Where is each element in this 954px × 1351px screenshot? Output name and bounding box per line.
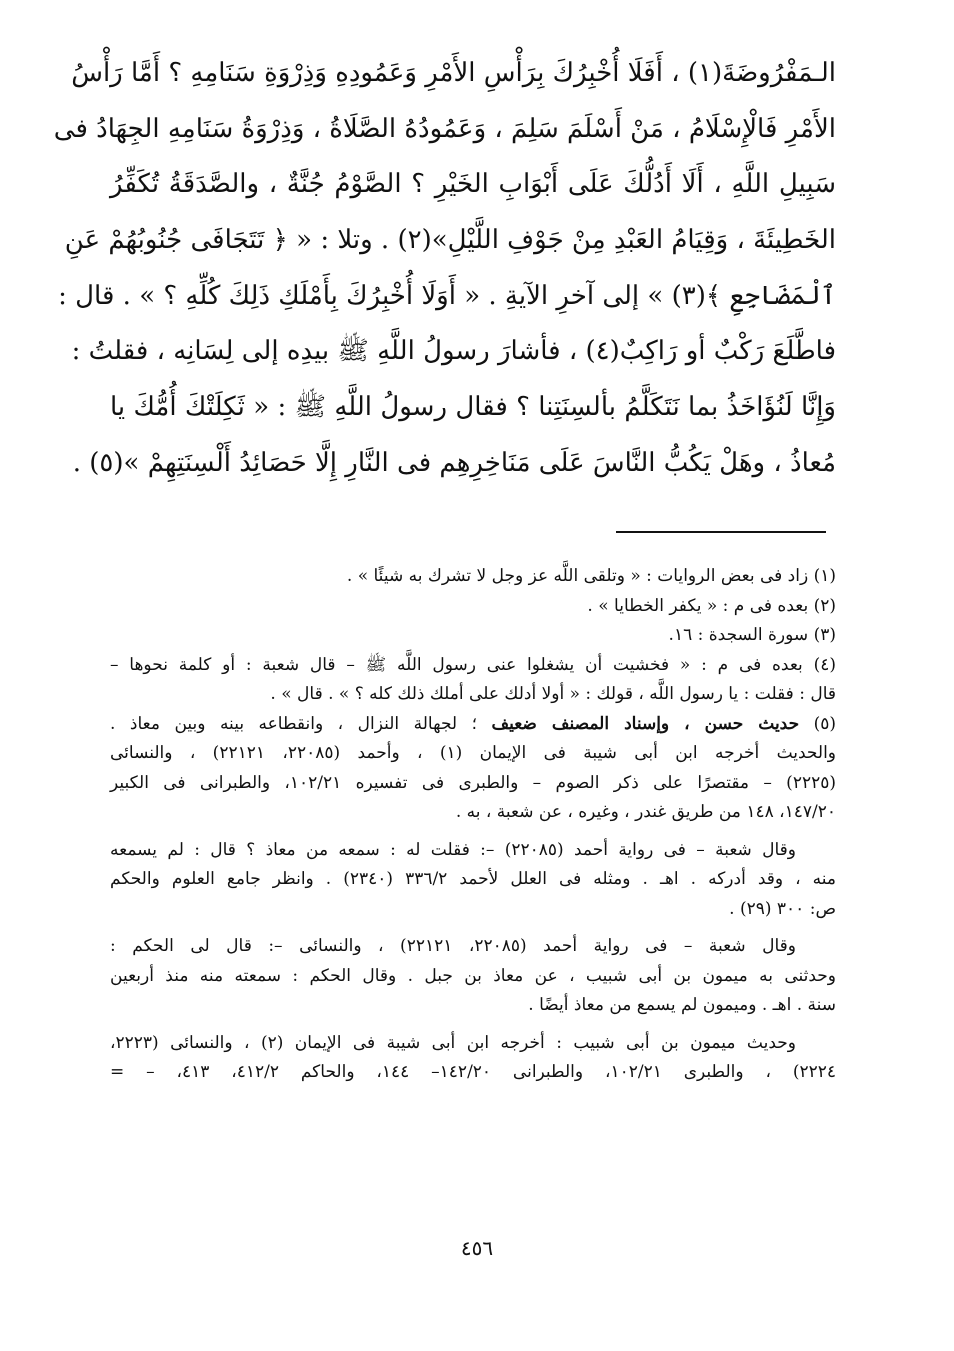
- footnote-5-para2-line-3: ص: ٣٠٠ (٢٩) .: [729, 898, 836, 919]
- main-text: [53, 46, 836, 492]
- footnote-5-para3-line-3: سنة . اهـ . وميمون لم يسمع من معاذ أيضًا .: [528, 995, 836, 1015]
- footnote-4-line-2: قال : فقلت : يا رسول اللَّه ، قولك : « أولا أدلك على أملك ذلك كله ؟ » . قال » .: [270, 684, 836, 704]
- footnote-5-line-3: (٢٢٢٥) – مقتصرًا على ذكر الصوم – والطبرى فى تفسيره ١٠٢/٢١، والطبرانى فى الكبير: [110, 772, 836, 793]
- footnote-5-para2-line-1: وقال شعبة – فى رواية أحمد (٢٢٠٨٥) –: فقلت له : سمعه من معاذ ؟ قال : لم يسمعه: [110, 839, 796, 860]
- footnote-1: (١) زاد فى بعض الروايات : « وتلقى اللَّه عز وجل لا تشرك به شيئًا » .: [346, 566, 836, 586]
- footnote-divider: [616, 531, 826, 533]
- main-text-line-4: الخَطِيئَةَ ، وَقِيَامُ العَبْدِ مِنْ جَوْفِ اللَّيْلِ»(٢) . وتلا : « ﴿ تَتَجَافَى جُنُوبُهُمْ عَنِ: [64, 225, 836, 256]
- footnote-5-verdict: حديث حسن ، وإسناد المصنف ضعيف: [491, 713, 800, 734]
- footnotes: [110, 562, 836, 1088]
- paragraph-gap: [110, 924, 836, 932]
- main-text-line-7: وَإِنَّا لَنُؤَاخَذُ بما نَتَكَلَّمُ بألسِنَتِنا ؟ فقال رسولُ اللَّهِ ﷺ : « ثَكِلَتْكَ أُمُّكَ يا: [110, 392, 836, 423]
- footnote-5-para3-line-1: وقال شعبة – فى رواية أحمد (٢٢٠٨٥، ٢٢١٢١) ، والنسائى –: قال لى الحكم :: [110, 936, 796, 956]
- footnote-4-line-1: (٤) بعده فى م : « فخشيت أن يشغلوا عنى رسول اللَّه ﷺ – قال شعبة : أو كلمة نحوها –: [110, 654, 836, 675]
- footnote-3: (٣) سورة السجدة : ١٦.: [668, 625, 836, 645]
- main-text-line-2: الأَمْرِ فَالْإِسْلَامُ ، مَنْ أَسْلَمَ سَلِمَ ، وَعَمُودُهُ الصَّلَاةُ ، وَذِرْوَةُ سَنَامِهِ الجِهَادُ فى: [53, 113, 836, 144]
- footnote-5-para2-line-2: منه ، وقد أدركه . اهـ . ومثله فى العلل لأحمد ٣٣٦/٢ (٢٣٤٠) . وانظر جامع العلوم والحكم: [110, 869, 836, 889]
- footnote-5-para4-line-1: وحديث ميمون بن أبى شبيب : أخرجه ابن أبى شيبة فى الإيمان (٢) ، والنسائى (٢٢٢٣،: [110, 1032, 796, 1053]
- main-text-line-1: الـمَفْرُوضَةَ(١) ، أَفَلَا أُخْبِرُكَ بِرَأْسِ الأَمْرِ وَعَمُودِهِ وَذِرْوَةِ سَنَامِهِ ؟ أَمَّا رَأْسُ: [71, 58, 836, 88]
- footnote-5-para4-line-2: ٢٢٢٤) ، والطبرى ١٠٢/٢١، والطبرانى ١٤٢/٢٠– ١٤٤، والحاكم ٤١٢/٢، ٤١٣، – =: [110, 1062, 836, 1082]
- footnote-5-reason: ؛ لجهالة النزال ، وانقطاعه بينه وبين معاذ .: [110, 713, 477, 734]
- footnote-5-line-1: [110, 710, 836, 740]
- footnote-2: (٢) بعده فى م : « يكفر الخطايا » .: [587, 595, 836, 616]
- footnote-5-line-4: ١٤٧/٢٠، ١٤٨ من طريق غندر ، وغيره ، عن شعبة ، به .: [455, 802, 836, 822]
- main-text-line-5: ٱلْمَضَاجِعِ ﴾(٣) » إلى آخرِ الآيةِ . « أَوَلَا أُخْبِرُكَ بِأَمْلَكِ ذَلِكَ كُلِّهِ ؟ » . قال :: [58, 280, 836, 311]
- footnote-5-para3-line-2: وحدثنى به ميمون بن أبى شبيب ، عن معاذ بن جبل . وقال الحكم : سمعته منه منذ أربعين: [110, 965, 836, 986]
- paragraph-gap: [110, 1021, 836, 1029]
- footnote-5-line-2: والحديث أخرجه ابن أبى شيبة فى الإيمان (١) ، وأحمد (٢٢٠٨٥، ٢٢١٢١) ، والنسائى: [110, 743, 837, 763]
- page-number: ٤٥٦: [460, 1236, 494, 1260]
- footnote-5-marker: (٥): [813, 713, 837, 734]
- main-text-line-3: سَبِيلِ اللَّهِ ، أَلَا أَدُلُّكَ عَلَى أَبْوَابِ الخَيْرِ ؟ الصَّوْمُ جُنَّةٌ ، والصَّدَقَةُ تُكَفِّرُ: [110, 169, 836, 200]
- main-text-line-6: فاطَّلَعَ رَكْبٌ أو رَاكِبٌ(٤) ، فأشارَ رسولُ اللَّهِ ﷺ بيدِه إلى لِسَانِه ، فقلتُ :: [71, 336, 836, 367]
- paragraph-gap: [110, 828, 836, 836]
- main-text-line-8: مُعاذُ ، وهَلْ يَكُبُّ النَّاسَ عَلَى مَنَاخِرِهِم فى النَّارِ إِلَّا حَصَائِدُ أَلْسِنَتِهِمْ »(٥) .: [72, 447, 836, 478]
